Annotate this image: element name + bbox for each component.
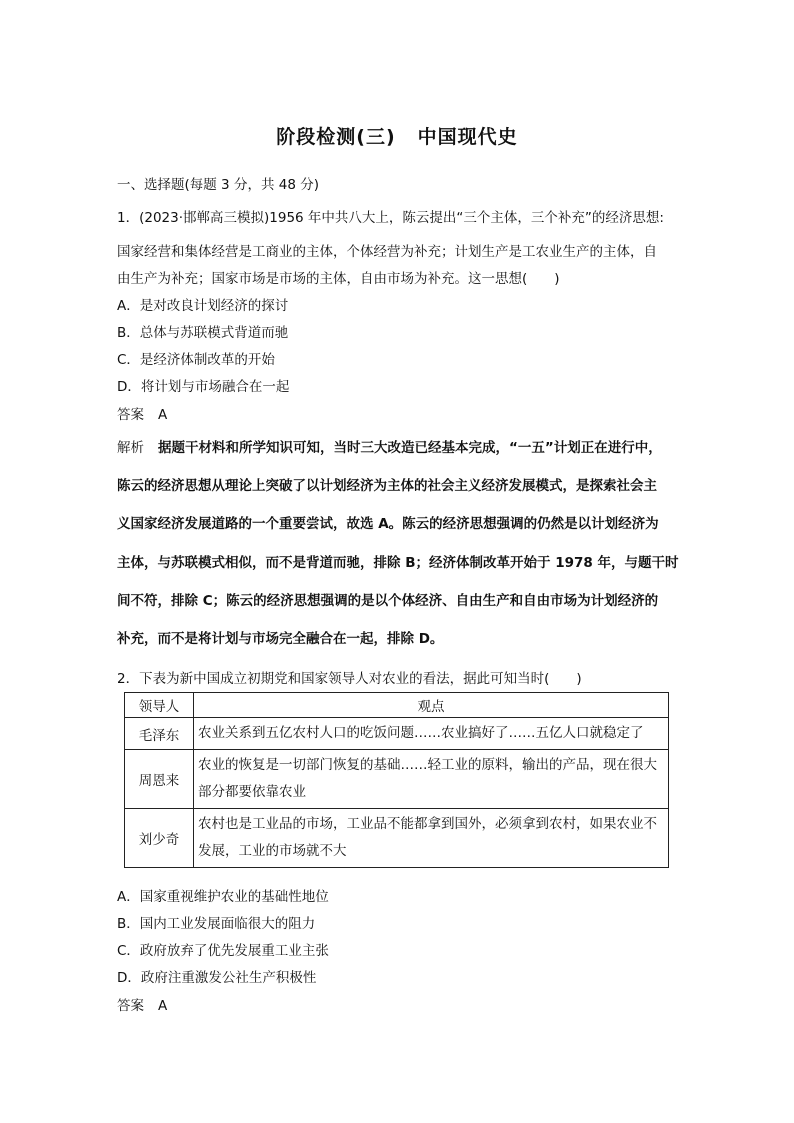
q1-answer [117, 403, 167, 423]
header-view: 观点 [194, 693, 669, 718]
answer-value: A [158, 407, 168, 423]
analysis-line: 据题干材料和所学知识可知，当时三大改造已经基本完成，“一五”计划正在进行中， [158, 440, 662, 456]
table-header-row [125, 693, 669, 718]
title-right: 中国现代史 [417, 126, 518, 148]
leader-name: 周恩来 [125, 750, 194, 809]
q1-stem-line3: 由生产为补充；国家市场是市场的主体，自由市场为补充。这一思想( ) [117, 271, 560, 287]
q1-option-b: B．总体与苏联模式背道而驰 [117, 325, 289, 341]
q1-stem-line1: 1．(2023·邯郸高三模拟)1956 年中共八大上，陈云提出“三个主体，三个补充”的经济思想: [117, 210, 664, 226]
q1-stem-line2: 国家经营和集体经营是工商业的主体，个体经营为补充；计划生产是工农业生产的主体，自 [117, 244, 657, 260]
leader-view: 农村也是工业品的市场，工业品不能都拿到国外，必须拿到农村，如果农业不发展，工业的市场就不大 [194, 809, 669, 868]
leader-name: 毛泽东 [125, 718, 194, 750]
q1-option-c: C．是经济体制改革的开始 [117, 352, 275, 368]
answer-value: A [158, 998, 168, 1014]
leaders-view-table [124, 692, 669, 868]
q1-option-a: A．是对改良计划经济的探讨 [117, 298, 289, 314]
q1-option-d: D．将计划与市场融合在一起 [117, 379, 290, 395]
q2-option-d: D．政府注重激发公社生产积极性 [117, 970, 317, 986]
analysis-line: 间不符，排除 C；陈云的经济思想强调的是以个体经济、自由生产和自由市场为计划经济的 [117, 593, 659, 609]
table-row [125, 750, 669, 809]
analysis-line: 补充，而不是将计划与市场完全融合在一起，排除 D。 [117, 631, 444, 647]
table-row [125, 718, 669, 750]
title-left: 阶段检测(三) [276, 126, 396, 148]
header-leader: 领导人 [125, 693, 194, 718]
section-heading: 一、选择题(每题 3 分，共 48 分) [117, 177, 319, 193]
page-title [0, 122, 794, 149]
q2-option-a: A．国家重视维护农业的基础性地位 [117, 889, 329, 905]
table-row [125, 809, 669, 868]
leader-view: 农业的恢复是一切部门恢复的基础……轻工业的原料，输出的产品，现在很大部分都要依靠农业 [194, 750, 669, 809]
q2-answer [117, 994, 167, 1014]
answer-label: 答案 [117, 407, 144, 423]
q2-stem: 2．下表为新中国成立初期党和国家领导人对农业的看法，据此可知当时( ) [117, 671, 582, 687]
q2-option-b: B．国内工业发展面临很大的阻力 [117, 916, 316, 932]
answer-label: 答案 [117, 998, 144, 1014]
q2-option-c: C．政府放弃了优先发展重工业主张 [117, 943, 329, 959]
analysis-label: 解析 [117, 440, 144, 456]
analysis-line: 陈云的经济思想从理论上突破了以计划经济为主体的社会主义经济发展模式，是探索社会主 [117, 478, 657, 494]
analysis-line: 义国家经济发展道路的一个重要尝试，故选 A。陈云的经济思想强调的仍然是以计划经济为 [117, 516, 659, 532]
leader-name: 刘少奇 [125, 809, 194, 868]
leader-view: 农业关系到五亿农村人口的吃饭问题……农业搞好了……五亿人口就稳定了 [194, 718, 669, 750]
analysis-line: 主体，与苏联模式相似，而不是背道而驰，排除 B；经济体制改革开始于 1978 年，与题干时 [117, 555, 679, 571]
